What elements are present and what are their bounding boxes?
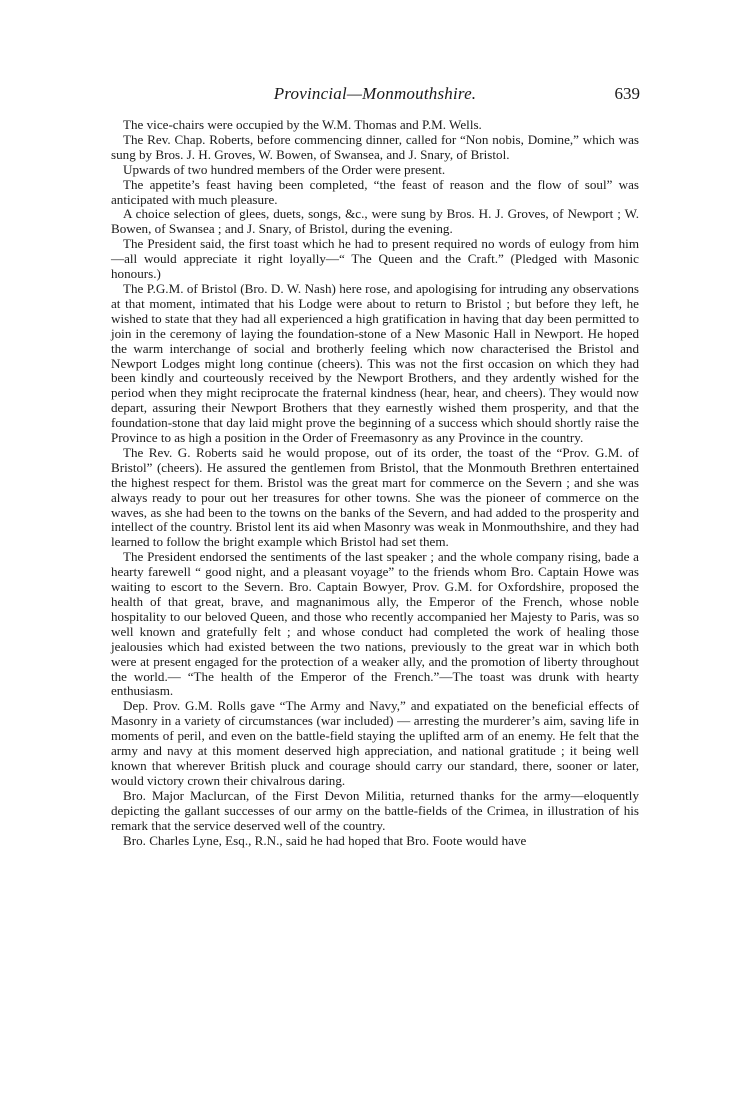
running-title: Provincial—Monmouthshire. [273,84,477,103]
paragraph: Upwards of two hundred members of the Order were present. [123,161,446,177]
paragraph: The appetite’s feast having been completed, “the feast of reason and the flow of soul” was anticipated with much pleasure. [111,176,639,207]
page-number: 639 [614,84,640,103]
paragraph: The President endorsed the sentiments of the last speaker ; and the whole company rising, bade a hearty farewell “ good night, and a pleasant voyage” to the friends whom Bro. Captain Howe was waiting to escort to the Severn. Bro. Captain Bowyer, Prov. G.M. for Oxfordshire, proposed the health of that great, brave, and magnanimous ally, the Emperor of the French, whose noble hospitality to our beloved Queen, and those who recently accompanied her Majesty to Paris, was so well known and gratefully felt ; and whose conduct had completed the work of healing those jealousies which had existed between the two nations, previously to the great war in which both were at present engaged for the protection of a weaker ally, and the promotion of liberty throughout the world.— “The health of the Emperor of the French.”—The toast was drunk with hearty enthusiasm. [111,549,639,699]
paragraph: Bro. Charles Lyne, Esq., R.N., said he had hoped that Bro. Foote would have [123,832,527,848]
paragraph: The Rev. G. Roberts said he would propose, out of its order, the toast of the “Prov. G.M. of Bristol” (cheers). He assured the gentlemen from Bristol, that the Monmouth Brethren entertained the highest respect for them. Bristol was the great mart for commerce on the Severn ; and she was always ready to pour out her treasures for other towns. She was the pioneer of commerce on the waves, as she had been to the towns on the banks of the Severn, and had added to the prosperity and intellect of the country. Bristol lent its aid when Masonry was weak in Monmouthshire, and they had learned to follow the bright example which Bristol had set them. [111,444,639,550]
paragraph: The President said, the first toast which he had to present required no words of eulogy from him—all would appreciate it right loyally—“ The Queen and the Craft.” (Pledged with Masonic honours.) [111,236,639,282]
page-header [110,84,640,108]
paragraph: Dep. Prov. G.M. Rolls gave “The Army and Navy,” and expatiated on the beneficial effects of Masonry in a variety of circumstances (war included) — arresting the murderer’s aim, saving life in moments of peril, and even on the battle-field staying the uplifted arm of an enemy. He felt that the army and navy at this moment deserved high appreciation, and national gratitude ; it being well known that wherever British pluck and courage should carry our standard, there, sooner or later, would victory crown their chivalrous daring. [111,698,639,788]
paragraph: The Rev. Chap. Roberts, before commencing dinner, called for “Non nobis, Domine,” which was sung by Bros. J. H. Groves, W. Bowen, of Swansea, and J. Snary, of Bristol. [111,131,639,162]
body-text [111,118,639,848]
paragraph: Bro. Major Maclurcan, of the First Devon Militia, returned thanks for the army—eloquently depicting the gallant successes of our army on the battle-fields of the Crimea, in illustration of his remark that the service deserved well of the country. [111,787,639,833]
paragraph: The vice-chairs were occupied by the W.M. Thomas and P.M. Wells. [123,117,482,132]
paragraph: A choice selection of glees, duets, songs, &c., were sung by Bros. H. J. Groves, of Newport ; W. Bowen, of Swansea ; and J. Snary, of Bristol, during the evening. [111,206,639,237]
paragraph: The P.G.M. of Bristol (Bro. D. W. Nash) here rose, and apologising for intruding any observations at that moment, intimated that his Lodge were about to return to Bristol ; but before they left, he wished to state that they had all experienced a high gratification in having that day been permitted to join in the ceremony of laying the foundation-stone of a New Masonic Hall in Newport. He hoped the warm interchange of social and brotherly feeling which now characterised the Bristol and Newport Lodges might long continue (cheers). This was not the first occasion on which they had been kindly and courteously received by the Newport Brothers, and they ardently wished for the period when they might reciprocate the fraternal kindness (hear, hear, and cheers). They would now depart, assuring their Newport Brothers that they earnestly wished them prosperity, and that the foundation-stone that day laid might prove the beginning of a success which should shortly raise the Province to as high a position in the Order of Freemasonry as any Province in the country. [111,280,639,446]
